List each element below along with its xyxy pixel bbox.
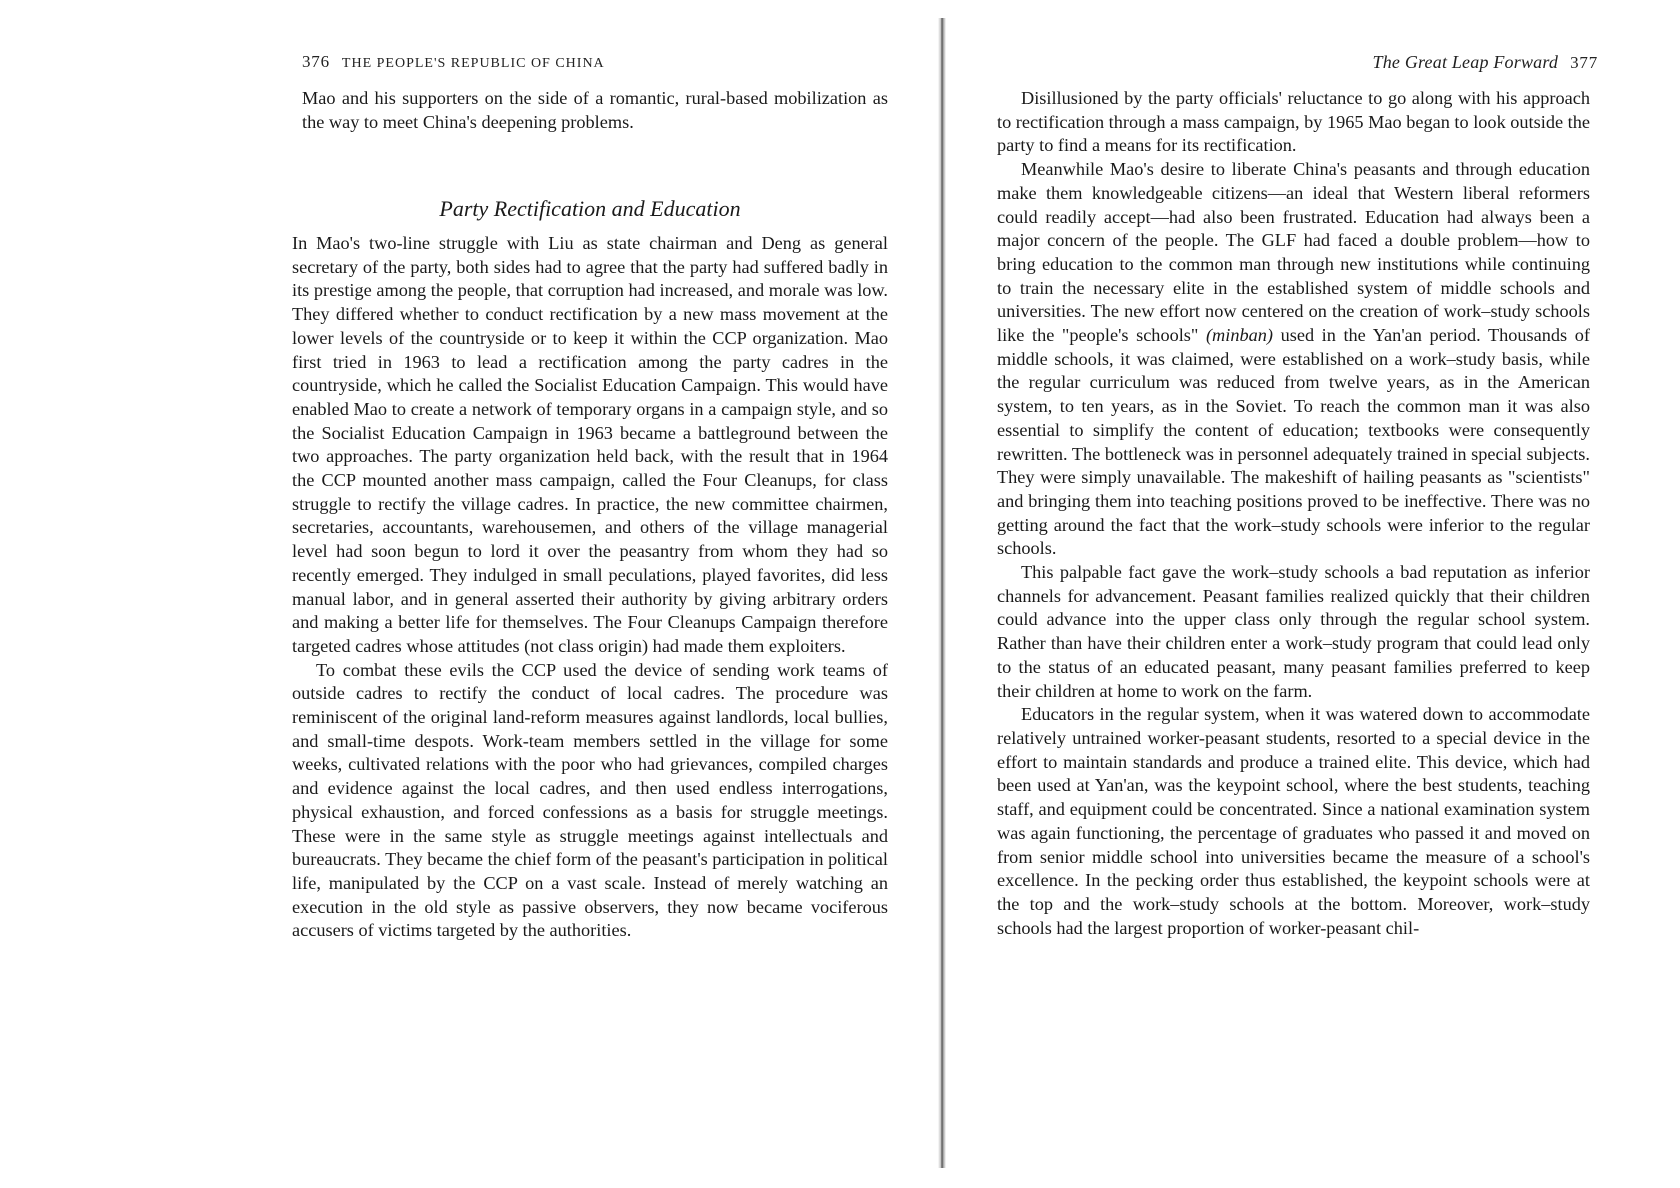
right-paragraph-2 [997,158,1590,561]
right-paragraph-1: Disillusioned by the party officials' reluctance to go along with his approach to rectification through a mass campaign, by 1965 Mao began to look outside the party to find a means for its rectification. [997,88,1590,156]
right-page-number: 377 [1570,53,1598,72]
right-paragraph-2-part-1: Meanwhile Mao's desire to liberate China's peasants and through education make them knowledgeable citizens—an ideal that Western liberal reformers could readily accept—had also been frustrated. Education had always been a major concern of the people. The GLF had faced a double problem—how to bring education to the common man through new institutions while continuing to train the necessary elite in the established system of middle schools and universities. The new effort now centered on the creation of work–study schools like the "people's schools" [997,159,1590,346]
right-paragraph-3: This palpable fact gave the work–study schools a bad reputation as inferior channels for advancement. Peasant families realized quickly that their children could advance into the upper class only through the regular school system. Rather than have their children enter a work–study program that could lead only to the status of an educated peasant, many peasant families preferred to keep their children at home to work on the farm. [997,562,1590,701]
left-paragraph-2: To combat these evils the CCP used the device of sending work teams of outside cadres to rectify the conduct of local cadres. The procedure was reminiscent of the original land-reform measures against landlords, local bullies, and small-time despots. Work-team members settled in the village for some weeks, cultivated relations with the poor who had grievances, compiled charges and evidence against the local cadres, and then used endless interrogations, physical exhaustion, and forced confessions as a basis for struggle meetings. These were in the same style as struggle meetings against intellectuals and bureaucrats. They became the chief form of the peasant's participation in political life, manipulated by the CCP on a vast scale. Instead of merely watching an execution in the old style as passive observers, they now became vociferous accusers of victims targeted by the authorities. [292,659,888,941]
left-opening-text-block [302,87,888,134]
book-gutter-line [941,18,943,1168]
right-running-head [1373,52,1598,73]
right-running-head-title: The Great Leap Forward [1372,52,1559,72]
minban-term: (minban) [1205,325,1273,346]
left-page-number: 376 [302,52,330,71]
left-main-text-block [292,232,888,943]
right-paragraph-2-part-2: used in the Yan'an period. Thousands of middle schools, it was claimed, were established on a work–study basis, while the regular curriculum was reduced from twelve years, as in the American system, to ten years, as in the Soviet. To reach the common man it was also essential to simplify the content of education; textbooks were consequently rewritten. The bottleneck was in personnel adequately trained in special subjects. They were simply unavailable. The makeshift of hailing peasants as "scientists" and bringing them into teaching positions proved to be ineffective. There was no getting around the fact that the work–study schools were inferior to the regular schools. [997,325,1590,559]
section-heading: Party Rectification and Education [439,196,741,221]
right-page [950,0,1680,1188]
right-paragraph-4: Educators in the regular system, when it was watered down to accommodate relatively untrained worker-peasant students, resorted to a special device in the effort to maintain standards and produce a trained elite. This device, which had been used at Yan'an, was the keypoint school, where the best students, teaching staff, and equipment could be concentrated. Since a national examination system was again functioning, the percentage of graduates who passed it and moved on from senior middle school into universities became the measure of a school's excellence. In the pecking order thus established, the keypoint schools were at the top and the work–study schools at the bottom. Moreover, work–study schools had the largest proportion of worker-peasant chil- [997,704,1590,938]
left-running-head [302,52,605,72]
right-main-text-block [997,87,1590,940]
left-paragraph-1: In Mao's two-line struggle with Liu as state chairman and Deng as general secretary of the party, both sides had to agree that the party had suffered badly in its prestige among the people, that corruption had increased, and morale was low. They differed whether to conduct rectification by a new mass movement at the lower levels of the countryside or to keep it within the CCP organization. Mao first tried in 1963 to lead a rectification among the party cadres in the countryside, which he called the Socialist Education Campaign. This would have enabled Mao to create a network of temporary organs in a campaign style, and so the Socialist Education Campaign in 1963 became a battleground between the two approaches. The party organization held back, with the result that in 1964 the CCP mounted another mass campaign, called the Four Cleanups, for class struggle to rectify the village cadres. In practice, the new committee chairmen, secretaries, accountants, warehousemen, and others of the village managerial level had soon begun to lord it over the peasantry from whom they had so recently emerged. They indulged in small peculations, played favorites, did less manual labor, and in general asserted their authority by giving arbitrary orders and making a better life for themselves. The Four Cleanups Campaign therefore targeted cadres whose attitudes (not class origin) had made them exploiters. [292,233,888,656]
left-running-head-title: THE PEOPLE'S REPUBLIC OF CHINA [341,56,605,71]
left-opening-paragraph: Mao and his supporters on the side of a romantic, rural-based mobilization as the way to meet China's deepening problems. [302,88,888,132]
